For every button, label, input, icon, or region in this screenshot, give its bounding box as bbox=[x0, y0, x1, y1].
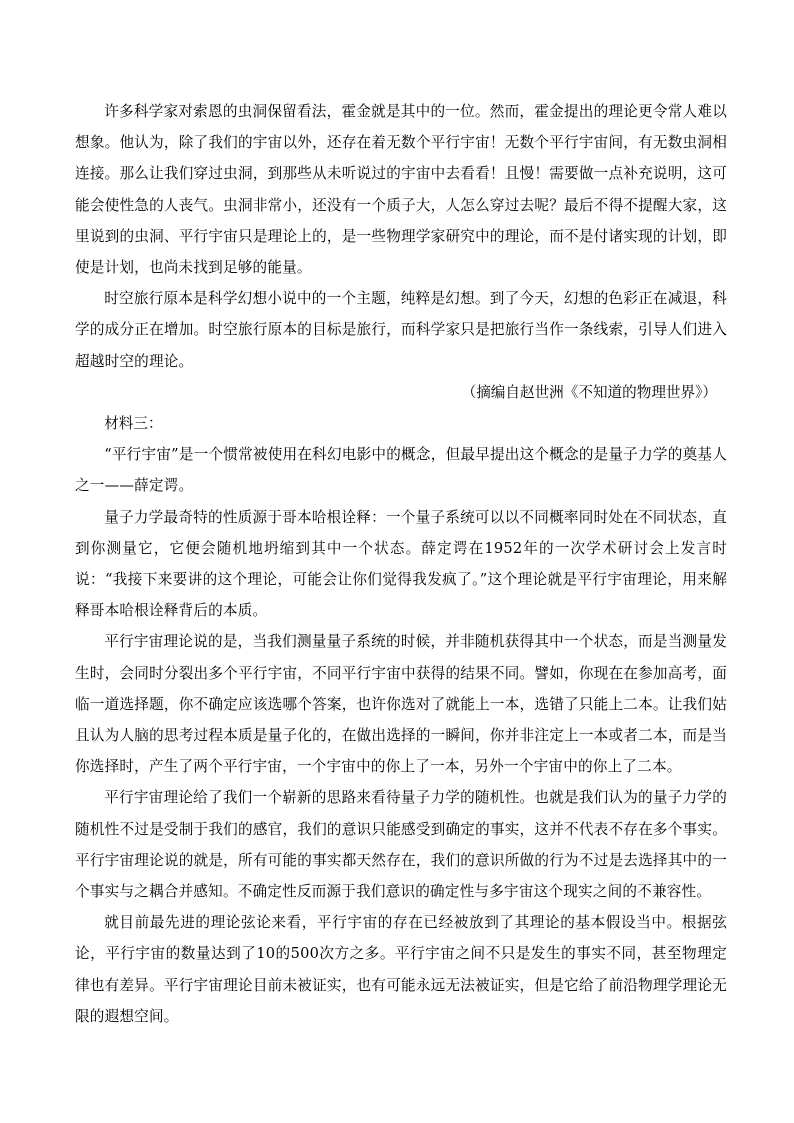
paragraph-randomness-perspective: 平行宇宙理论给了我们一个崭新的思路来看待量子力学的随机性。也就是我们认为的量子力学的随机性不过是受制于我们的感官，我们的意识只能感受到确定的事实，这并不代表不存在多个事实。平行宇宙理论说的就是，所有可能的事实都天然存在，我们的意识所做的行为不过是去选择其中的一个事实与之耦合并感知。不确定性反而源于我们意识的确定性与多宇宙这个现实之间的不兼容性。 bbox=[75, 789, 727, 901]
paragraph-measurement-split: 平行宇宙理论说的是，当我们测量量子系统的时候，并非随机获得其中一个状态，而是当测量发生时，会同时分裂出多个平行宇宙，不同平行宇宙中获得的结果不同。譬如，你现在在参加高考，面临一道选择题，你不确定应该选哪个答案，也许你选对了就能上一本，选错了只能上二本。让我们姑且认为人脑的思考过程本质是量子化的，在做出选择的一瞬间，你并非注定上一本或者二本，而是当你选择时，产生了两个平行宇宙，一个宇宙中的你上了一本，另外一个宇宙中的你上了二本。 bbox=[75, 633, 727, 776]
paragraph-parallel-universe-concept: “平行宇宙”是一个惯常被使用在科幻电影中的概念，但最早提出这个概念的是量子力学的奠基人之一——薛定谔。 bbox=[75, 446, 727, 495]
document-body bbox=[75, 96, 727, 1032]
paragraph-hawking-parallel-universes: 许多科学家对索恩的虫洞保留看法，霍金就是其中的一位。然而，霍金提出的理论更令常人难以想象。他认为，除了我们的宇宙以外，还存在着无数个平行宇宙！无数个平行宇宙间，有无数虫洞相连接。那么让我们穿过虫洞，到那些从未听说过的宇宙中去看看！且慢！需要做一点补充说明，这可能会使性急的人丧气。虫洞非常小，还没有一个质子大，人怎么穿过去呢？最后不得不提醒大家，这里说到的虫洞、平行宇宙只是理论上的，是一些物理学家研究中的理论，而不是付诸实现的计划，即使是计划，也尚未找到足够的能量。 bbox=[75, 103, 727, 277]
paragraph-copenhagen-interpretation: 量子力学最奇特的性质源于哥本哈根诠释：一个量子系统可以以不同概率同时处在不同状态，直到你测量它，它便会随机地坍缩到其中一个状态。薛定谔在1952年的一次学术研讨会上发言时说：“我接下来要讲的这个理论，可能会让你们觉得我发疯了。”这个理论就是平行宇宙理论，用来解释哥本哈根诠释背后的本质。 bbox=[75, 508, 727, 620]
material-three-heading: 材料三： bbox=[104, 415, 163, 433]
paragraph-string-theory: 就目前最先进的理论弦论来看，平行宇宙的存在已经被放到了其理论的基本假设当中。根据弦论，平行宇宙的数量达到了10的500次方之多。平行宇宙之间不只是发生的事实不同，甚至物理定律也有差异。平行宇宙理论目前未被证实，也有可能永远无法被证实，但是它给了前沿物理学理论无限的遐想空间。 bbox=[75, 914, 727, 1025]
paragraph-time-travel: 时空旅行原本是科学幻想小说中的一个主题，纯粹是幻想。到了今天，幻想的色彩正在减退，科学的成分正在增加。时空旅行原本的目标是旅行，而科学家只是把旅行当作一条线索，引导人们进入超越时空的理论。 bbox=[75, 290, 727, 370]
source-citation: （摘编自赵世洲《不知道的物理世界》） bbox=[461, 383, 717, 401]
